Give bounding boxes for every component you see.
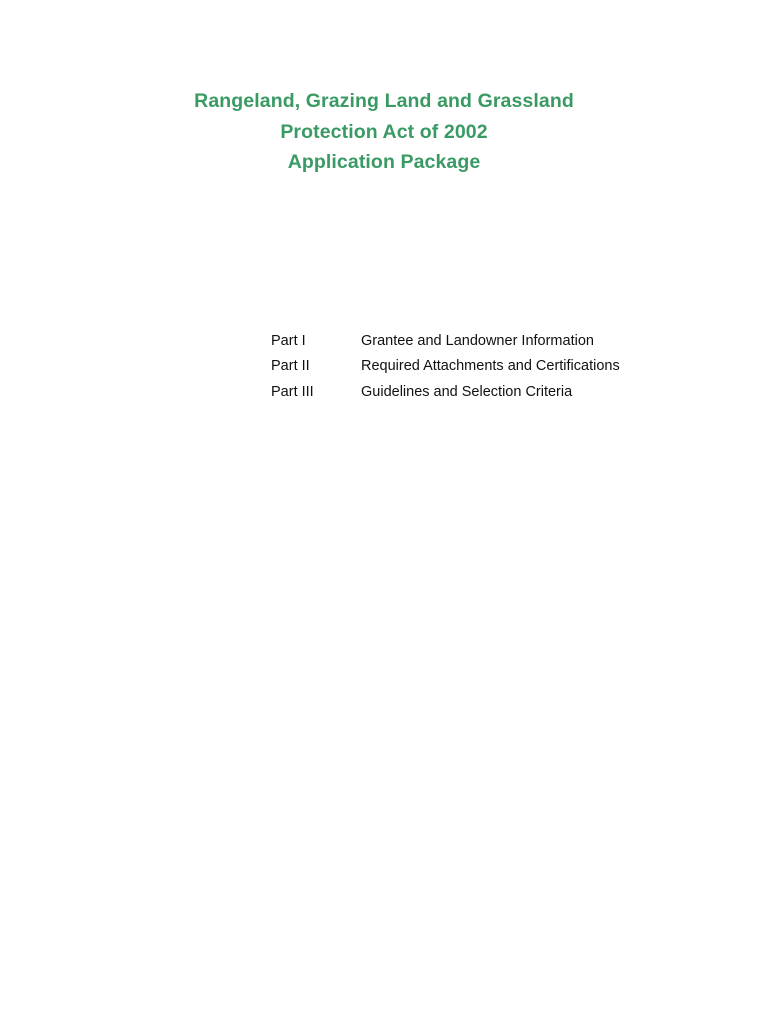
contents-row-part-2 (271, 354, 691, 380)
part-number: Part II (271, 358, 310, 375)
contents-row-part-3 (271, 379, 691, 405)
part-number: Part I (271, 332, 306, 349)
part-title: Grantee and Landowner Information (361, 332, 594, 349)
contents-list (271, 328, 691, 405)
part-title: Guidelines and Selection Criteria (361, 383, 573, 400)
contents-row-part-1 (271, 328, 691, 354)
title-line-3: Application Package (287, 151, 481, 173)
part-title: Required Attachments and Certifications (361, 358, 620, 375)
title-line-2: Protection Act of 2002 (280, 120, 488, 143)
part-number: Part III (271, 383, 314, 400)
document-title (0, 86, 768, 178)
title-line-1: Rangeland, Grazing Land and Grassland (194, 90, 574, 112)
